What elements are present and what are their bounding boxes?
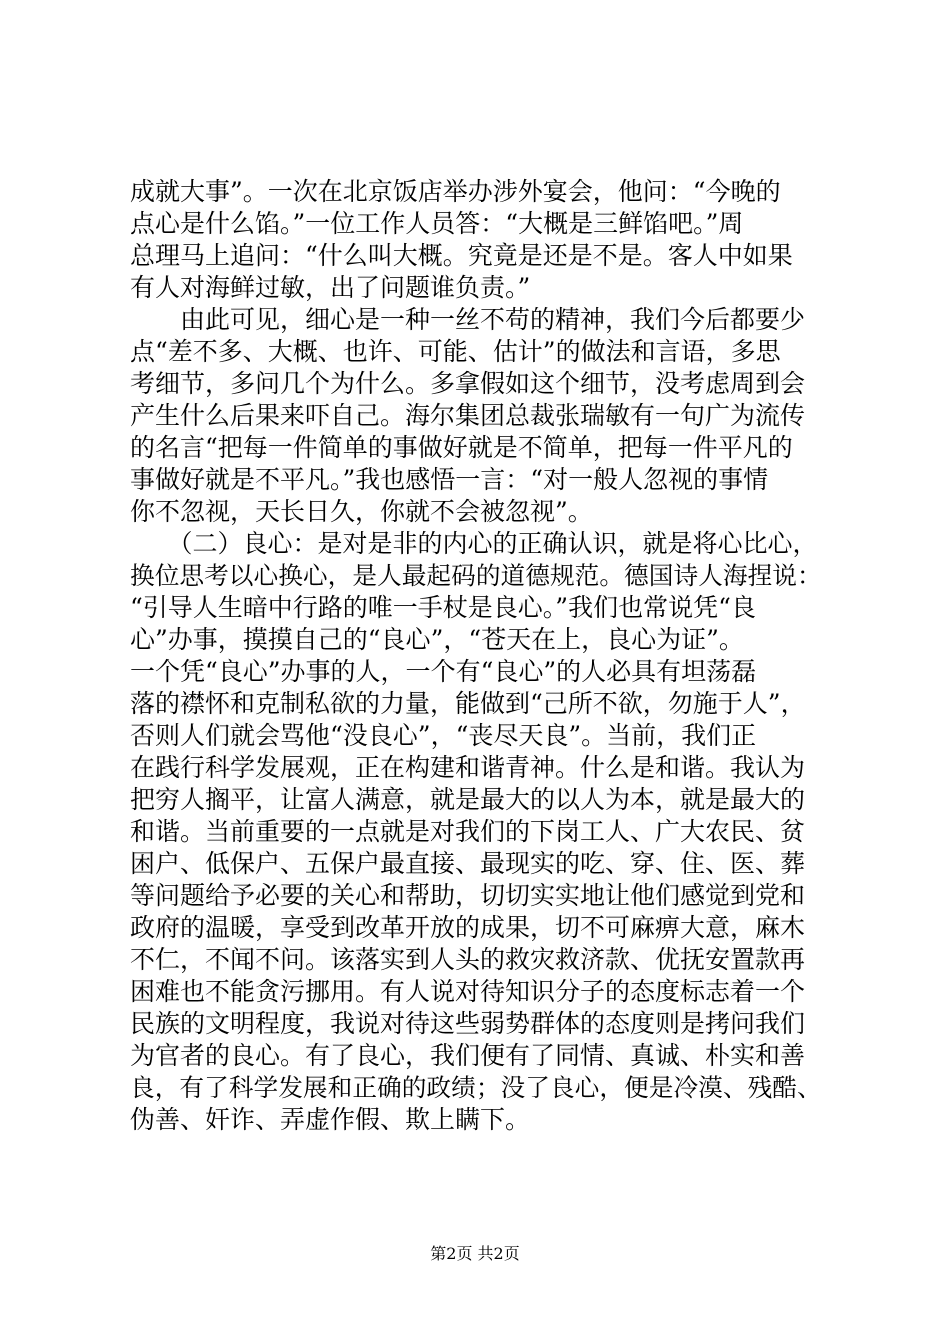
text-line: 否则人们就会骂他“没良心”，“丧尽天良”。当前，我们正: [130, 721, 757, 750]
text-line: 良，有了科学发展和正确的政绩；没了良心，便是冷漠、残酷、: [130, 1073, 822, 1102]
text-line: 民族的文明程度，我说对待这些弱势群体的态度则是拷问我们: [130, 1009, 806, 1038]
text-line: 在践行科学发展观，正在构建和谐青神。什么是和谐。我认为: [130, 753, 806, 782]
text-line: “引导人生暗中行路的唯一手杖是良心。”我们也常说凭“良: [130, 593, 756, 622]
text-line: 把穷人搁平，让富人满意，就是最大的以人为本，就是最大的: [130, 785, 806, 814]
text-line: 为官者的良心。有了良心，我们便有了同情、真诚、朴实和善: [130, 1041, 806, 1070]
text-line: 换位思考以心换心，是人最起码的道德规范。德国诗人海捏说：: [130, 561, 822, 590]
text-line: 政府的温暖，享受到改革开放的成果，切不可麻痹大意，麻木: [130, 913, 806, 942]
text-line: 点“差不多、大概、也许、可能、估计”的做法和言语，多思: [130, 337, 781, 366]
text-line: 点心是什么馅。”一位工作人员答：“大概是三鲜馅吧。”周: [130, 209, 744, 238]
text-line: 考细节，多问几个为什么。多拿假如这个细节，没考虑周到会: [130, 369, 806, 398]
text-line: 成就大事”。一次在北京饭店举办涉外宴会，他问：“今晚的: [130, 177, 781, 206]
text-line: 有人对海鲜过敏，出了问题谁负责。”: [130, 273, 531, 302]
text-line: 事做好就是不平凡。”我也感悟一言：“对一般人忽视的事情: [130, 465, 769, 494]
page-footer: 第2页 共2页: [430, 1244, 520, 1263]
text-line: 等问题给予必要的关心和帮助，切切实实地让他们感觉到党和: [130, 881, 806, 910]
body-text: [130, 176, 822, 1136]
text-line: 一个凭“良心”办事的人，一个有“良心”的人必具有坦荡磊: [130, 657, 757, 686]
text-line: 由此可见，细心是一种一丝不苟的精神，我们今后都要少: [130, 305, 806, 334]
text-line: （二）良心：是对是非的内心的正确认识，就是将心比心，: [130, 529, 818, 558]
text-line: 困户、低保户、五保户最直接、最现实的吃、穿、住、医、葬: [130, 849, 806, 878]
text-line: 伪善、奸诈、弄虚作假、欺上瞒下。: [130, 1105, 531, 1134]
text-line: 产生什么后果来吓自己。海尔集团总裁张瑞敏有一句广为流传: [130, 401, 806, 430]
text-line: 的名言“把每一件简单的事做好就是不简单，把每一件平凡的: [130, 433, 793, 462]
text-line: 不仁，不闻不问。该落实到人头的救灾救济款、优抚安置款再: [130, 945, 806, 974]
text-line: 落的襟怀和克制私欲的力量，能做到“己所不欲，勿施于人”，: [130, 689, 806, 718]
text-line: 困难也不能贪污挪用。有人说对待知识分子的态度标志着一个: [130, 977, 806, 1006]
text-line: 和谐。当前重要的一点就是对我们的下岗工人、广大农民、贫: [130, 817, 806, 846]
text-line: 心”办事，摸摸自己的“良心”，“苍天在上，良心为证”。: [130, 625, 744, 654]
text-line: 总理马上追问：“什么叫大概。究竟是还是不是。客人中如果: [130, 241, 793, 270]
text-line: 你不忽视，天长日久，你就不会被忽视”。: [130, 497, 593, 526]
